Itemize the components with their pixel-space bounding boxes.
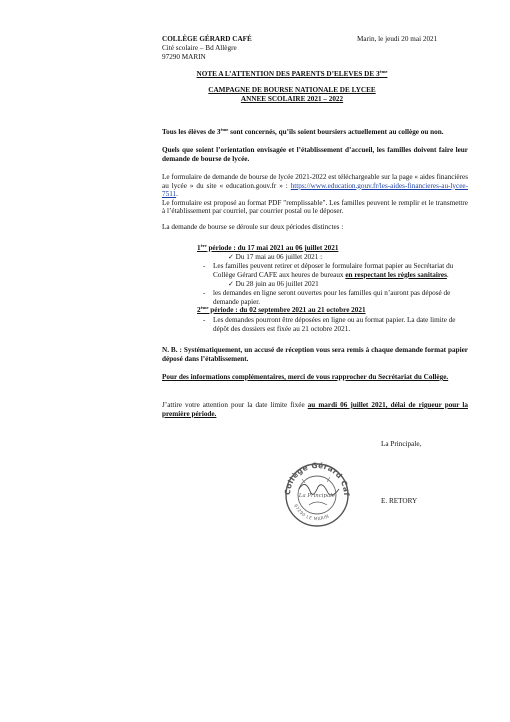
check-icon: ✓ [228, 280, 234, 288]
periods-intro: La demande de bourse se déroule sur deux périodes distinctes : [162, 223, 344, 231]
svg-text:La Principale: La Principale [298, 493, 336, 499]
note-title: NOTE A L’ATTENTION DES PARENTS D’ELEVES DE 3ème [196, 69, 388, 78]
intro-orientation: Quels que soient l’orientation envisagée et l’établissement d’accueil, les familles doivent faire leur demande de bourse de lycée. [162, 146, 468, 163]
svg-text:Collège Gérard Café: Collège Gérard Caf [282, 460, 352, 497]
signature-role: La Principale, [381, 440, 422, 448]
svg-text:97290 LE MARIN: 97290 LE MARIN [292, 503, 331, 523]
form-info: Le formulaire de demande de bourse de lycée 2021-2022 est téléchargeable sur la page « aides financières au lycée » du site « education.gouv.fr » : https://www.education.gouv.fr/les-aides-financieres-au-lycee-7511. Le formulaire est proposé au format PDF "remplissable". Les familles peuvent le remplir et le transmettre à l’établissement par courriel, par courrier postal ou le déposer. [162, 173, 468, 216]
school-stamp [272, 459, 368, 529]
school-year-title: ANNEE SCOLAIRE 2021 – 2022 [240, 95, 344, 103]
intro-concerned: Tous les élèves de 3ème sont concernés, qu’ils soient boursiers actuellement au collège ou non. [162, 127, 444, 136]
period2-label: 2ème période : du 02 septembre 2021 au 21 octobre 2021 [197, 305, 366, 314]
nb-acknowledgement: N. B. : Systématiquement, un accusé de réception vous sera remis à chaque demande format papier déposé dans l’établissement. [162, 346, 468, 363]
education-gouv-link[interactable]: https://www.education.gouv.fr/les-aides-financieres-au-lycee-7511 [162, 181, 468, 199]
campaign-title: CAMPAGNE DE BOURSE NATIONALE DE LYCEE [208, 86, 376, 94]
period1-check2: ✓ Du 28 juin au 06 juillet 2021 [228, 280, 319, 288]
closing-deadline: J’attire votre attention pour la date limite fixée au mardi 06 juillet 2021, délai de rigueur pour la première période. [162, 401, 468, 418]
period2-item1: - Les demandes pourront être déposées en ligne ou au format papier. La date limite de dépôt des dossiers est fixée au 21 octobre 2021. [203, 316, 456, 333]
period1-item1: - Les familles peuvent retirer et déposer le formulaire format papier au Secrétariat du Collège Gérard CAFE aux heures de bureaux en respectant les règles sanitaires. [203, 262, 454, 279]
school-name: COLLÈGE GÉRARD CAFÉ [162, 35, 252, 43]
period1-label: 1ère période : du 17 mai 2021 au 06 juillet 2021 [197, 243, 339, 252]
signature-name: E. RETORY [381, 497, 418, 505]
check-icon: ✓ [228, 253, 234, 261]
school-address-line1: Cité scolaire – Bd Allègre [162, 44, 237, 52]
period1-check1: ✓ Du 17 mai au 06 juillet 2021 : [228, 253, 323, 261]
stamp-seal [272, 459, 368, 529]
document-date: Marin, le jeudi 20 mai 2021 [357, 35, 438, 43]
contact-info: Pour des informations complémentaires, merci de vous rapprocher du Secrétariat du Collège. [162, 373, 449, 381]
school-address-line2: 97290 MARIN [162, 53, 206, 61]
period1-item2: - les demandes en ligne seront ouvertes pour les familles qui n’auront pas déposé de demande papier. [203, 289, 451, 306]
